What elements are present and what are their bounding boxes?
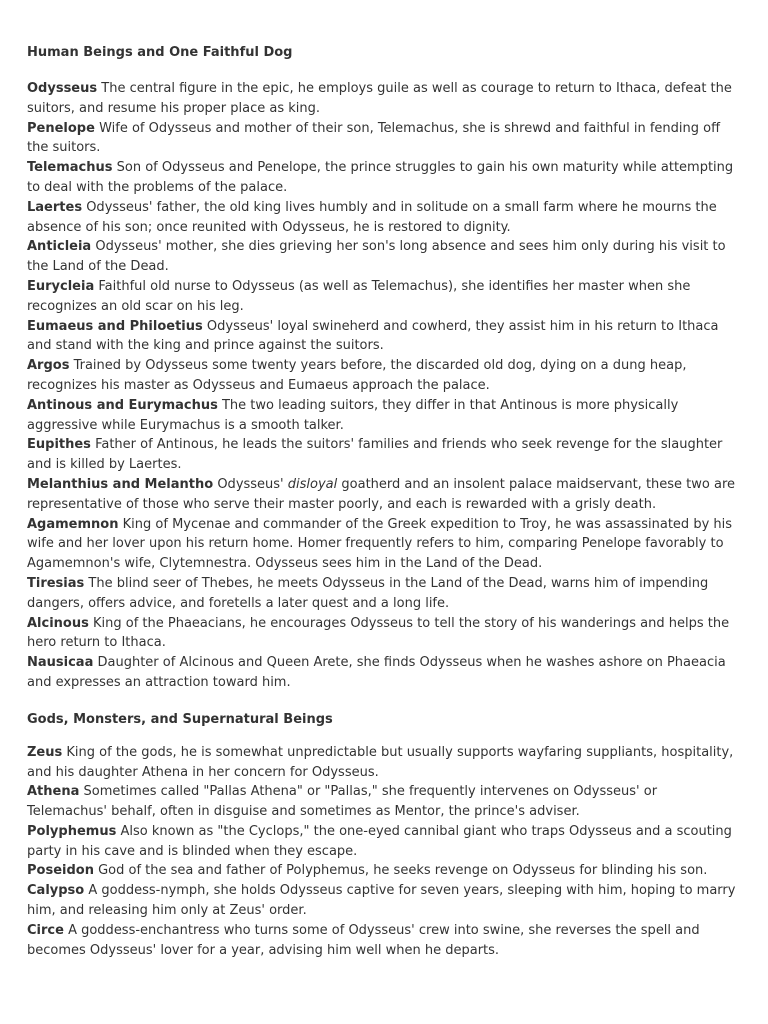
character-entry [27, 198, 738, 238]
character-entry [27, 574, 738, 614]
character-name: Polyphemus [27, 823, 117, 839]
character-name: Odysseus [27, 81, 98, 96]
character-entry [27, 79, 738, 119]
character-description-prefix: Odysseus' [217, 476, 284, 492]
character-description: A goddess-enchantress who turns some of Odysseus' crew into swine, she reverses the spell and becomes Odysseus' lover for a year, advising him well when he departs. [27, 922, 700, 958]
section-human-beings [27, 44, 738, 693]
character-name: Telemachus [27, 160, 113, 176]
character-list [27, 79, 738, 693]
character-entry [27, 237, 738, 277]
character-name: Calypso [27, 883, 85, 899]
character-entry [27, 356, 738, 396]
character-name: Antinous and Eurymachus [27, 397, 218, 413]
character-description-emphasis: disloyal [287, 476, 338, 492]
character-name: Argos [27, 358, 70, 374]
character-description: God of the sea and father of Polyphemus, he seeks revenge on Odysseus for blinding his son. [98, 863, 708, 879]
character-entry [27, 822, 738, 862]
character-list [27, 743, 738, 961]
character-name: Eumaeus and Philoetius [27, 318, 203, 334]
character-name: Nausicaa [27, 655, 94, 671]
character-entry [27, 881, 738, 921]
character-name: Agamemnon [27, 516, 119, 532]
character-name: Eurycleia [27, 278, 95, 294]
section-heading: Human Beings and One Faithful Dog [27, 45, 293, 60]
character-entry [27, 396, 738, 436]
character-name: Athena [27, 784, 80, 800]
character-entry [27, 861, 738, 881]
character-description: Father of Antinous, he leads the suitors' families and friends who seek revenge for the slaughter and is killed by Laertes. [27, 437, 723, 473]
character-name: Alcinous [27, 615, 89, 631]
character-entry [27, 653, 738, 693]
character-description: The central figure in the epic, he employs guile as well as courage to return to Ithaca, defeat the suitors, and resume his proper place as king. [27, 81, 732, 116]
section-gods-monsters [27, 711, 738, 961]
character-description: King of the gods, he is somewhat unpredictable but usually supports wayfaring suppliants, hospitality, and his daughter Athena in her concern for Odysseus. [27, 744, 734, 780]
character-name: Circe [27, 922, 64, 938]
character-name: Poseidon [27, 863, 94, 879]
character-name: Anticleia [27, 239, 92, 255]
character-entry [27, 782, 738, 822]
character-entry [27, 317, 738, 357]
character-entry [27, 158, 738, 198]
character-description: Also known as "the Cyclops," the one-eyed cannibal giant who traps Odysseus and a scouting party in his cave and is blinded when they escape. [27, 823, 732, 859]
character-entry [27, 277, 738, 317]
section-heading: Gods, Monsters, and Supernatural Beings [27, 711, 333, 727]
character-name: Zeus [27, 744, 63, 760]
character-entry [27, 119, 738, 159]
character-name: Eupithes [27, 437, 91, 453]
character-description: goatherd and an insolent palace maidservant, these two are representative of those who serve their master poorly, and each is rewarded with a grisly death. [27, 476, 736, 512]
character-name: Tiresias [27, 575, 85, 591]
character-entry [27, 475, 738, 515]
character-name: Melanthius and Melantho [27, 476, 214, 492]
character-description: Sometimes called "Pallas Athena" or "Pallas," she frequently intervenes on Odysseus' or Telemachus' behalf, often in disguise and sometimes as Mentor, the prince's adviser. [27, 784, 658, 820]
character-description: The blind seer of Thebes, he meets Odysseus in the Land of the Dead, warns him of impending dangers, offers advice, and foretells a later quest and a long life. [27, 575, 709, 611]
character-entry [27, 743, 738, 783]
character-description: Son of Odysseus and Penelope, the prince struggles to gain his own maturity while attempting to deal with the problems of the palace. [27, 160, 734, 195]
character-description: Faithful old nurse to Odysseus (as well as Telemachus), she identifies her master when she recognizes an old scar on his leg. [27, 278, 691, 314]
character-entry [27, 515, 738, 574]
character-entry [27, 435, 738, 475]
character-description: Daughter of Alcinous and Queen Arete, she finds Odysseus when he washes ashore on Phaeacia and expresses an attraction toward him. [27, 655, 726, 690]
character-entry [27, 921, 738, 961]
character-description: King of the Phaeacians, he encourages Odysseus to tell the story of his wanderings and helps the hero return to Ithaca. [27, 615, 730, 651]
character-description: Odysseus' father, the old king lives humbly and in solitude on a small farm where he mourns the absence of his son; once reunited with Odysseus, he is restored to dignity. [27, 199, 717, 235]
character-description: The two leading suitors, they differ in that Antinous is more physically aggressive while Eurymachus is a smooth talker. [27, 397, 679, 433]
character-name: Penelope [27, 120, 95, 136]
character-description: Wife of Odysseus and mother of their son, Telemachus, she is shrewd and faithful in fending off the suitors. [27, 120, 721, 156]
character-description: Trained by Odysseus some twenty years before, the discarded old dog, dying on a dung heap, recognizes his master as Odysseus and Eumaeus approach the palace. [27, 358, 687, 393]
character-description: Odysseus' loyal swineherd and cowherd, they assist him in his return to Ithaca and stand with the king and prince against the suitors. [27, 318, 719, 354]
character-description: A goddess-nymph, she holds Odysseus captive for seven years, sleeping with him, hoping to marry him, and releasing him only at Zeus' order. [27, 883, 736, 919]
character-description: Odysseus' mother, she dies grieving her son's long absence and sees him only during his visit to the Land of the Dead. [27, 239, 726, 275]
character-name: Laertes [27, 199, 83, 215]
character-description: King of Mycenae and commander of the Greek expedition to Troy, he was assassinated by his wife and her lover upon his return home. Homer frequently refers to him, comparing Penelope favorably to Agamemnon's wife, Clytemnestra. Odysseus sees him in the Land of the Dead. [27, 516, 733, 572]
character-entry [27, 614, 738, 654]
